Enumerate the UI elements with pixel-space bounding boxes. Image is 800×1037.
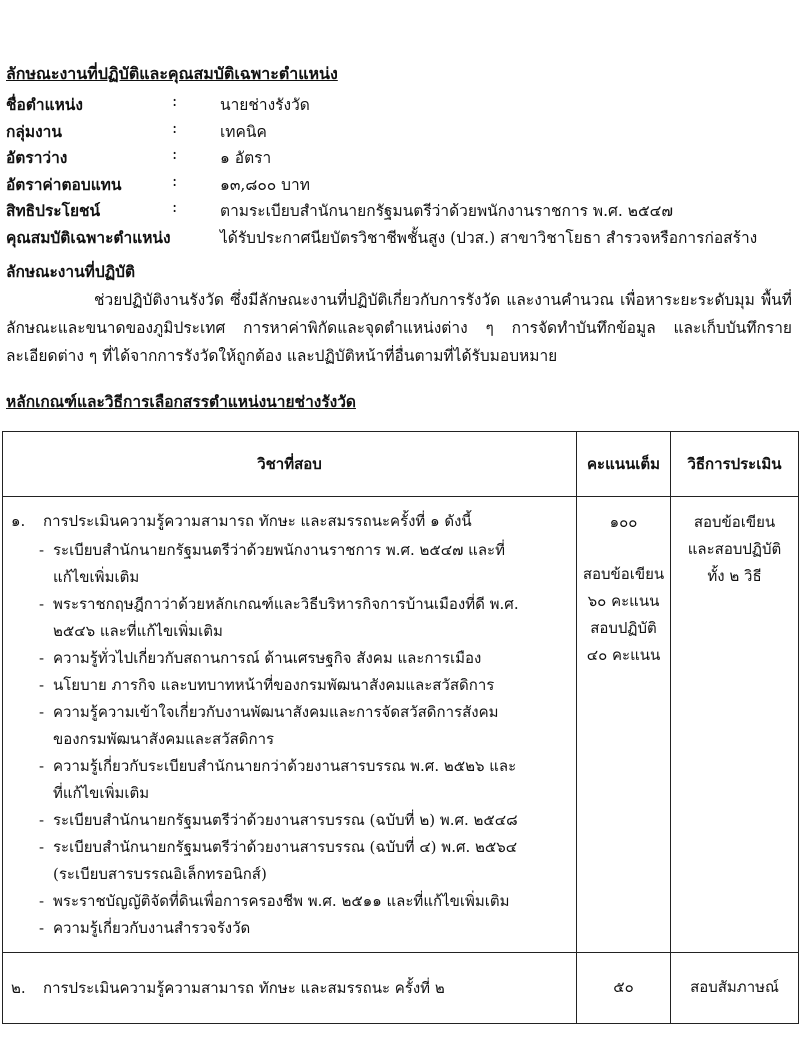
topic-title: การประเมินความรู้ความสามารถ ทักษะ และสมรรถนะครั้งที่ ๑ ดังนี้ bbox=[43, 512, 472, 530]
header-full-score: คะแนนเต็ม bbox=[577, 432, 671, 497]
info-value: เทคนิค bbox=[220, 122, 267, 141]
position-info bbox=[6, 92, 796, 251]
list-item: - ความรู้เกี่ยวกับงานสำรวจรังวัด bbox=[39, 915, 525, 942]
info-row-position bbox=[6, 92, 796, 119]
exam-table bbox=[2, 431, 799, 1024]
list-item: - ระเบียบสำนักนายกรัฐมนตรีว่าด้วยงานสารบรรณ (ฉบับที่ ๔) พ.ศ. ๒๕๖๔ (ระเบียบสารบรรณอิเล็กทรอนิกส์) bbox=[39, 834, 525, 888]
info-value: ได้รับประกาศนียบัตรวิชาชีพชั้นสูง (ปวส.) สาขาวิชาโยธา สำรวจหรือการก่อสร้าง bbox=[220, 228, 758, 247]
info-row-benefits bbox=[6, 198, 796, 225]
list-item: - พระราชกฤษฎีกาว่าด้วยหลักเกณฑ์และวิธีบริหารกิจการบ้านเมืองที่ดี พ.ศ. ๒๕๔๖ และที่แก้ไขเพิ่มเติม bbox=[39, 591, 525, 645]
info-label: ชื่อตำแหน่ง bbox=[6, 95, 83, 114]
info-label: สิทธิประโยชน์ bbox=[6, 201, 101, 220]
method-line: ทั้ง ๒ วิธี bbox=[707, 567, 762, 585]
score-cell bbox=[577, 497, 671, 953]
score-note: ๔๐ คะแนน bbox=[586, 646, 661, 664]
method-cell bbox=[671, 497, 799, 953]
info-label: อัตราค่าตอบแทน bbox=[6, 174, 122, 194]
info-value: ตามระเบียบสำนักนายกรัฐมนตรีว่าด้วยพนักงานราชการ พ.ศ. ๒๕๔๗ bbox=[220, 202, 674, 220]
list-item: - นโยบาย ภารกิจ และบทบาทหน้าที่ของกรมพัฒนาสังคมและสวัสดิการ bbox=[39, 672, 525, 699]
table-header-row bbox=[3, 432, 799, 497]
list-item: - ระเบียบสำนักนายกรัฐมนตรีว่าด้วยพนักงานราชการ พ.ศ. ๒๕๔๗ และที่แก้ไขเพิ่มเติม bbox=[39, 537, 525, 591]
info-colon: : bbox=[172, 198, 178, 216]
info-row-group bbox=[6, 119, 796, 146]
info-label: อัตราว่าง bbox=[6, 148, 68, 167]
list-item: - ความรู้ความเข้าใจเกี่ยวกับงานพัฒนาสังคมและการจัดสวัสดิการสังคมของกรมพัฒนาสังคมและสวัสดิการ bbox=[39, 699, 525, 753]
score-cell bbox=[577, 953, 671, 1024]
subject-cell bbox=[3, 953, 577, 1024]
info-row-salary bbox=[6, 172, 796, 199]
topic-number: ๑. bbox=[11, 512, 26, 530]
list-item: - พระราชบัญญัติจัดที่ดินเพื่อการครองชีพ พ.ศ. ๒๕๑๑ และที่แก้ไขเพิ่มเติม bbox=[39, 888, 525, 915]
info-value: นายช่างรังวัด bbox=[220, 96, 310, 114]
list-item: - ความรู้ทั่วไปเกี่ยวกับสถานการณ์ ด้านเศรษฐกิจ สังคม และการเมือง bbox=[39, 645, 525, 672]
info-colon: : bbox=[172, 92, 178, 110]
table-row bbox=[3, 953, 799, 1024]
info-colon: : bbox=[172, 118, 178, 137]
list-item: - ระเบียบสำนักนายกรัฐมนตรีว่าด้วยงานสารบรรณ (ฉบับที่ ๒) พ.ศ. ๒๕๔๘ bbox=[39, 807, 525, 834]
header-method: วิธีการประเมิน bbox=[671, 432, 799, 497]
score-breakdown bbox=[578, 561, 669, 669]
method-line: สอบข้อเขียน bbox=[693, 513, 776, 531]
method-line: สอบสัมภาษณ์ bbox=[690, 978, 779, 996]
info-value: ๑ อัตรา bbox=[220, 149, 272, 167]
info-row-vacancy bbox=[6, 145, 796, 172]
topic-title: การประเมินความรู้ความสามารถ ทักษะ และสมรรถนะ ครั้งที่ ๒ bbox=[43, 979, 445, 997]
full-score: ๕๐ bbox=[613, 978, 634, 996]
list-item: - ความรู้เกี่ยวกับระเบียบสำนักนายกว่าด้วยงานสารบรรณ พ.ศ. ๒๕๒๖ และที่แก้ไขเพิ่มเติม bbox=[39, 753, 525, 807]
duties-heading: ลักษณะงานที่ปฏิบัติ bbox=[6, 262, 136, 281]
score-note: สอบปฏิบัติ bbox=[590, 619, 657, 637]
score-note: สอบข้อเขียน bbox=[582, 565, 665, 583]
duties-paragraph: ช่วยปฏิบัติงานรังวัด ซึ่งมีลักษณะงานที่ปฏิบัติเกี่ยวกับการรังวัด และงานคำนวณ เพื่อหาระยะระดับมุม พื้นที่ลักษณะและขนาดของภูมิประเทศ การหาค่าพิกัดและจุดตำแหน่งต่าง ๆ การจัดทำบันทึกข้อมูล และเก็บบันทึกรายละเอียดต่าง ๆ ที่ได้จากการรังวัดให้ถูกต้อง และปฏิบัติหน้าที่อื่นตามที่ได้รับมอบหมาย bbox=[6, 291, 792, 365]
full-score: ๑๐๐ bbox=[609, 513, 638, 531]
header-subject: วิชาที่สอบ bbox=[3, 432, 577, 497]
topic-list bbox=[11, 537, 568, 942]
info-label: กลุ่มงาน bbox=[6, 121, 62, 141]
criteria-title: หลักเกณฑ์และวิธีการเลือกสรรตำแหน่งนายช่างรังวัด bbox=[6, 392, 356, 411]
table-row bbox=[3, 497, 799, 953]
info-value: ๑๓,๘๐๐ บาท bbox=[220, 175, 310, 194]
info-row-qualification bbox=[6, 225, 796, 252]
score-note: ๖๐ คะแนน bbox=[587, 592, 660, 610]
info-colon: : bbox=[172, 145, 178, 163]
method-cell bbox=[671, 953, 799, 1024]
info-colon: : bbox=[172, 171, 178, 190]
section-heading: ลักษณะงานที่ปฏิบัติและคุณสมบัติเฉพาะตำแหน่ง bbox=[6, 64, 338, 83]
method-line: และสอบปฏิบัติ bbox=[687, 540, 782, 558]
subject-cell bbox=[3, 497, 577, 953]
info-label: คุณสมบัติเฉพาะตำแหน่ง bbox=[6, 227, 171, 247]
topic-number: ๒. bbox=[11, 979, 26, 997]
